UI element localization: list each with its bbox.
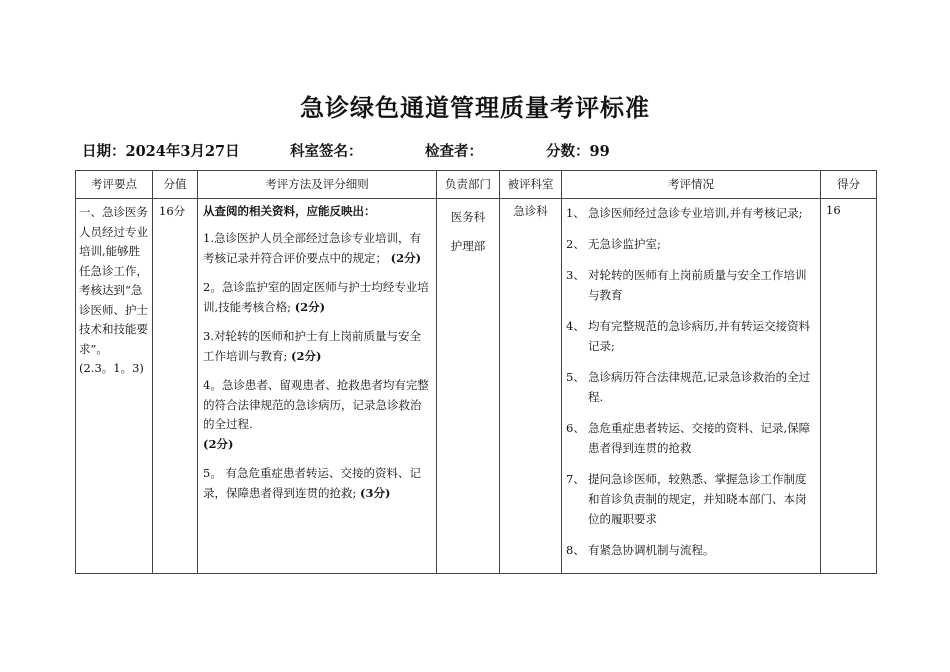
evaluated-dept: 急诊科 bbox=[513, 204, 548, 218]
method-points: (2分) bbox=[203, 436, 234, 451]
method-item: 5。 有急危重症患者转运、交接的资料、记录，保障患者得到连贯的抢救; (3分) bbox=[203, 466, 421, 500]
header-score-value: 分值 bbox=[153, 171, 198, 199]
header-obtained-score: 得分 bbox=[821, 171, 877, 199]
header-responsible-dept: 负责部门 bbox=[437, 171, 500, 199]
evaluation-item: 2、 无急诊监护室; bbox=[566, 237, 661, 251]
method-item: 2。急诊监护室的固定医师与护士均经专业培训,技能考核合格; (2分) bbox=[203, 280, 429, 314]
method-item: 3.对轮转的医师和护士有上岗前质量与安全工作培训与教育; (2分) bbox=[203, 329, 421, 363]
score-value-cell bbox=[153, 199, 198, 574]
evaluation-point-text: 一、急诊医务人员经过专业培训,能够胜任急诊工作，考核达到“急诊医师、护士技术和技能要求”。 bbox=[79, 205, 148, 356]
evaluation-point-ref: (2.3。1。3) bbox=[79, 361, 144, 375]
evaluation-item: 5、 急诊病历符合法律规范,记录急诊救治的全过程. bbox=[566, 370, 811, 404]
obtained-score: 16 bbox=[826, 203, 841, 217]
header-method: 考评方法及评分细则 bbox=[198, 171, 437, 199]
header-evaluation-point: 考评要点 bbox=[76, 171, 153, 199]
obtained-score-cell bbox=[821, 199, 877, 574]
evaluation-table bbox=[75, 170, 877, 574]
evaluated-dept-cell bbox=[500, 199, 562, 574]
evaluation-point-cell bbox=[76, 199, 153, 574]
method-cell bbox=[198, 199, 437, 574]
method-item: 4。急诊患者、留观患者、抢救患者均有完整的符合法律规范的急诊病历，记录急诊救治的全过程. (2分) bbox=[203, 378, 429, 451]
method-points: (2分) bbox=[291, 348, 322, 363]
header-evaluation-status: 考评情况 bbox=[562, 171, 821, 199]
method-intro: 从查阅的相关资料，应能反映出： bbox=[203, 204, 376, 218]
evaluation-item: 7、 提问急诊医师，较熟悉、掌握急诊工作制度和首诊负责制的规定，并知晓本部门、本岗位的履职要求 bbox=[566, 472, 807, 526]
responsible-dept: 护理部 bbox=[450, 239, 486, 253]
method-points: (2分) bbox=[390, 250, 422, 265]
evaluation-item: 3、 对轮转的医师有上岗前质量与安全工作培训与教育 bbox=[566, 268, 807, 302]
method-points: (3分) bbox=[360, 485, 391, 500]
evaluation-item: 6、 急危重症患者转运、交接的资料、记录,保障患者得到连贯的抢救 bbox=[566, 421, 811, 455]
evaluation-item: 8、 有紧急协调机制与流程。 bbox=[566, 543, 715, 557]
total-score: 分数：99 bbox=[546, 143, 610, 160]
method-points: (2分) bbox=[294, 299, 326, 314]
table-header-row bbox=[76, 171, 877, 199]
evaluation-status-cell bbox=[562, 199, 821, 574]
evaluation-item: 1、 急诊医师经过急诊专业培训,并有考核记录; bbox=[566, 206, 803, 220]
inspection-date: 日期：2024年3月27日 bbox=[82, 143, 240, 160]
responsible-dept: 医务科 bbox=[450, 210, 486, 224]
evaluation-item: 4、 均有完整规范的急诊病历,并有转运交接资料记录; bbox=[566, 319, 811, 353]
score-value: 16分 bbox=[159, 204, 186, 218]
table-row bbox=[76, 199, 877, 574]
department-signature-label: 科室签名： bbox=[290, 143, 363, 160]
responsible-dept-cell bbox=[437, 199, 500, 574]
method-item: 1.急诊医护人员全部经过急诊专业培训，有考核记录并符合评价要点中的规定； (2分) bbox=[203, 231, 422, 265]
header-evaluated-dept: 被评科室 bbox=[500, 171, 562, 199]
inspector-label: 检查者： bbox=[425, 143, 483, 160]
page-title: 急诊绿色通道管理质量考评标准 bbox=[300, 93, 650, 122]
